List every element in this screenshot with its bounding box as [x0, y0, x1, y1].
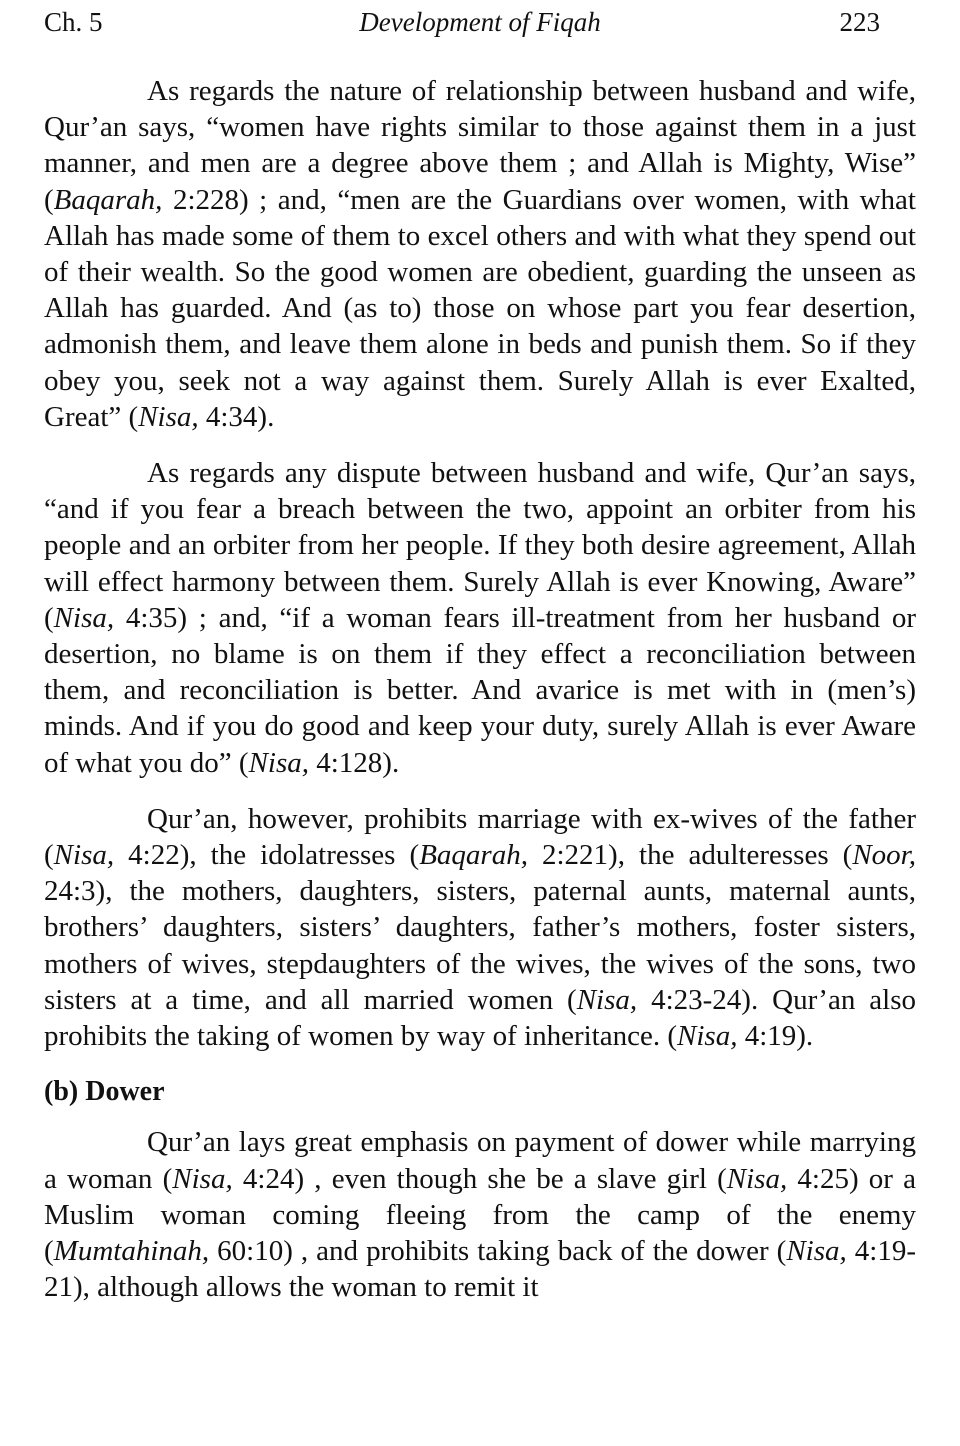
citation-surah-name: Nisa, [53, 601, 115, 634]
citation-surah-name: Nisa, [138, 400, 199, 433]
citation-surah-name: Nisa, [786, 1235, 847, 1268]
page-body [44, 73, 916, 1306]
text-run: Qur’an, however, prohibits marriage with ex-wives of the father ( [44, 802, 916, 872]
text-run: 4:19-21), although allows the woman to remit it [44, 1235, 916, 1304]
paragraph-relationship [44, 73, 916, 435]
text-run: 4:22), the idolatresses ( [114, 839, 420, 872]
text-run: 2:221), the adulteresses ( [527, 839, 853, 872]
page-header [44, 4, 916, 40]
citation-surah-name: Nisa, [726, 1162, 788, 1195]
section-heading-dower: (b) Dower [44, 1076, 165, 1108]
text-run: 4:19). [737, 1020, 814, 1053]
citation-surah-name: Mumtahinah, [53, 1235, 210, 1268]
citation-surah-name: Baqarah, [419, 839, 528, 872]
text-run: As regards the nature of relationship between husband and wife, Qur’an says, “women have rights similar to those against them in a just manner, and men are a degree above them ; and Allah is Mighty, Wise” ( [44, 75, 916, 216]
text-run: 4:34). [198, 400, 275, 433]
citation-surah-name: Nisa, [248, 746, 309, 779]
citation-surah-name: Nisa, [172, 1162, 233, 1195]
text-run: Qur’an lays great emphasis on payment of dower while marrying a woman ( [44, 1126, 916, 1195]
text-run: 60:10) , and prohibits taking back of the dower ( [209, 1235, 787, 1268]
paragraph-prohibitions [44, 801, 916, 1054]
citation-surah-name: Nisa, [53, 839, 115, 872]
citation-surah-name: Baqarah, [53, 183, 163, 216]
text-run: 4:25) or a Muslim woman coming fleeing from the camp of the enemy ( [44, 1162, 917, 1268]
chapter-label: Ch. 5 [44, 7, 103, 37]
paragraph-dower [44, 1124, 916, 1305]
text-run: As regards any dispute between husband and wife, Qur’an says, “and if you fear a breach between the two, appoint an orbiter from his people and an orbiter from her people. If they both desire agreement, Allah will effect harmony between them. Surely Allah is ever Knowing, Aware” ( [44, 457, 916, 634]
citation-surah-name: Nisa, [576, 983, 638, 1016]
citation-surah-name: Nisa, [677, 1020, 738, 1053]
text-run: 24:3), the mothers, daughters, sisters, paternal aunts, maternal aunts, brothers’ daughters, sisters’ daughters, father’s mothers, foster sisters, mothers of wives, stepdaughters of the wives, the wives of the sons, two sisters at a time, and all married women ( [44, 875, 916, 1016]
page-number: 223 [839, 7, 880, 37]
text-run: 4:128). [309, 746, 400, 779]
citation-surah-name: Noor, [852, 839, 916, 872]
running-title: Development of Fiqah [359, 7, 601, 37]
paragraph-dispute [44, 455, 916, 781]
text-run: 4:24) , even though she be a slave girl ( [232, 1162, 727, 1195]
text-run: 4:23-24). Qur’an also prohibits the taking of women by way of inheritance. ( [44, 983, 916, 1053]
text-run: 2:228) ; and, “men are the Guardians over women, with what Allah has made some of them to excel others and with what they spend out of their wealth. So the good women are obedient, guarding the unseen as Allah has guarded. And (as to) those on whose part you fear desertion, admonish them, and leave them alone in beds and punish them. So if they obey you, seek not a way against them. Surely Allah is ever Exalted, Great” ( [44, 183, 916, 433]
text-run: 4:35) ; and, “if a woman fears ill-treatment from her husband or desertion, no blame is on them if they effect a reconciliation between them, and reconciliation is better. And avarice is met with in (men’s) minds. And if you do good and keep your duty, surely Allah is ever Aware of what you do” ( [44, 601, 916, 779]
